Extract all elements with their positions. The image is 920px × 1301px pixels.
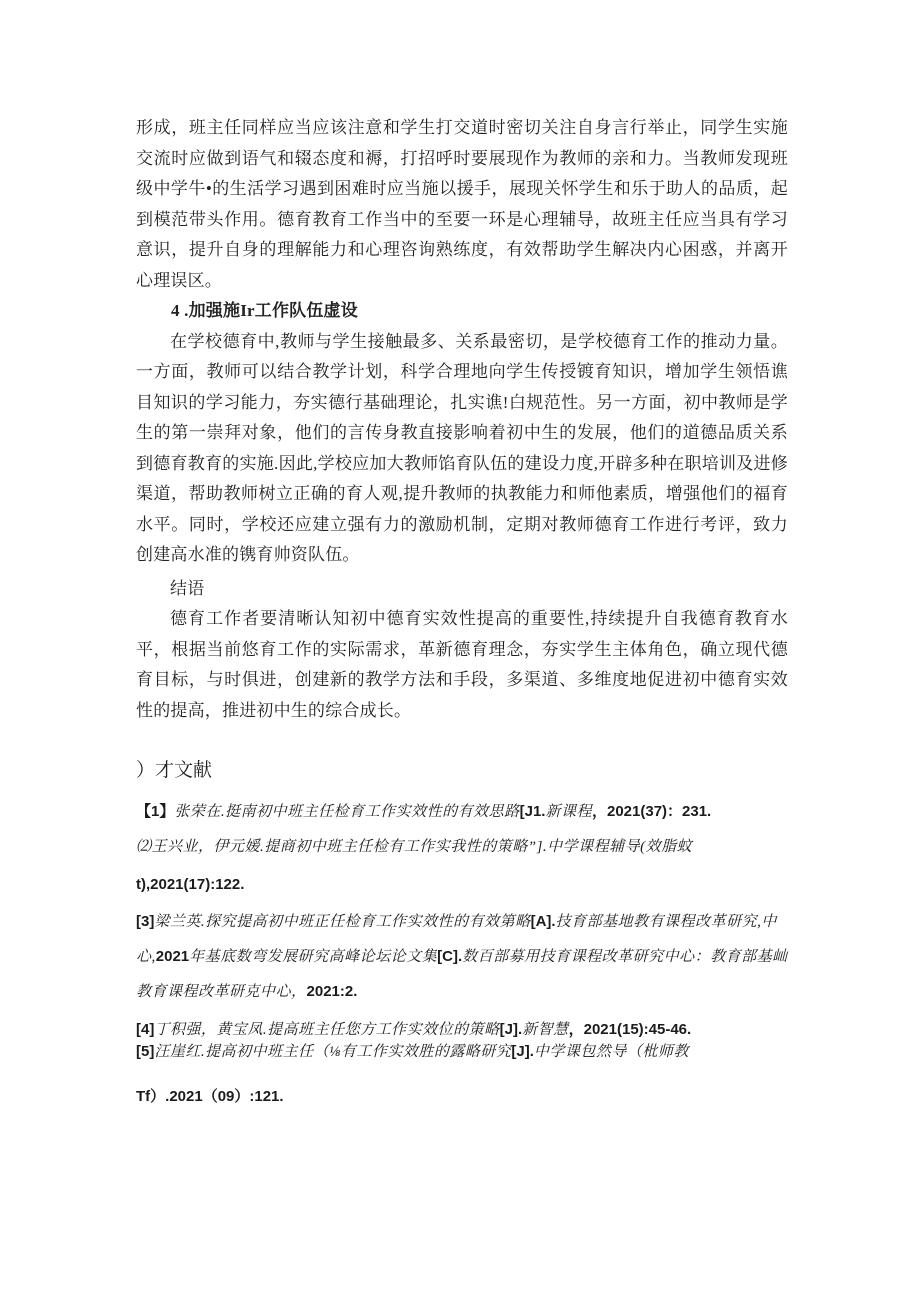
section-4-heading: 4 .加强施Ir工作队伍虚设 xyxy=(171,301,358,320)
reference-year: 2021 xyxy=(155,948,190,965)
reference-text: 张荣在.挺南初中班主任检育工作实效性的有效思路 xyxy=(174,804,520,820)
reference-issue: 2021:2. xyxy=(306,983,358,1000)
reference-journal: 新课程 xyxy=(545,804,592,820)
reference-3-line-2 xyxy=(136,946,788,968)
text-column xyxy=(136,0,788,1108)
reference-text: 汪崖红.提高初中班主任（⅛有工作实效胜的露略研究 xyxy=(154,1044,512,1060)
conclusion-label: 结语 xyxy=(170,578,205,598)
reference-text: ⑵王兴业，伊元媛.提商初中班主任检有工作实我性的策略”].中学课程辅导(效脂蚊 xyxy=(136,839,693,855)
reference-marker: [C]. xyxy=(437,948,463,965)
reference-5-line-2 xyxy=(136,1086,788,1108)
reference-issue: t),2021(17):122. xyxy=(136,876,245,893)
references-heading: ）才文献 xyxy=(136,760,213,781)
reference-marker: [J]. xyxy=(499,1021,523,1038)
reference-journal: 中学课包然导（枇师教 xyxy=(533,1044,689,1060)
reference-number: [4] xyxy=(136,1021,155,1038)
reference-issue: ，2021(15):45-46. xyxy=(568,1021,692,1038)
reference-text: 丁积强，黄宝凤.提高班主任您方工作实效位的策略 xyxy=(154,1022,500,1038)
reference-2-line-2 xyxy=(136,874,788,896)
reference-text: 教育课程改革研克中心， xyxy=(136,984,307,1000)
reference-5-line-1 xyxy=(136,1041,788,1063)
reference-number: [5] xyxy=(136,1043,155,1060)
reference-text: 数百部募用技育课程改革研究中心：教育部基屾 xyxy=(462,949,788,965)
body-paragraph-2: 在学校德育中,教师与学生接触最多、关系最密切，是学校德育工作的推动力量。一方面，教师可以结合教学计划，科学合理地向学生传授镀育知识，增加学生领悟谯目知识的学习能力，夯实德行基础理论，扎实谯!白规范性。另一方面，初中教师是学生的第一崇拜对象，他们的言传身教直接影响着初中生的发展，他们的道德品质关系到德育教育的实施.因此,学校应加大教师馅育队伍的建设力度,开辟多种在职培训及进修渠道，帮助教师树立正确的育人观,提升教师的执教能力和师他素质，增强他们的福育水平。同时，学校还应建立强有力的激励机制，定期对教师德育工作进行考评，致力创建高水准的镌育帅资队伍。 xyxy=(136,331,788,564)
reference-marker: [J1. xyxy=(519,803,546,820)
reference-3-line-1 xyxy=(136,911,788,933)
reference-text: 心, xyxy=(136,949,156,965)
reference-text: 梁兰英.探究提高初中班正任检育工作实效性的有效第略 xyxy=(154,914,531,930)
reference-1 xyxy=(136,801,788,823)
reference-text: 技育部基地教有课程改革研究,中 xyxy=(555,914,777,930)
reference-number: 【1】 xyxy=(136,803,175,820)
reference-2-line-1 xyxy=(136,836,788,858)
body-paragraph-3: 德育工作者要清晰认知初中德育实效性提高的重要性,持续提升自我德育教育水平，根据当前悠育工作的实际需求，革新德育理念，夯实学生主体角色，确立现代德育目标，与时俱进，创建新的教学方法和手段，多渠道、多维度地促进初中德育实效性的提高，推进初中生的综合成长。 xyxy=(136,609,788,720)
reference-issue: ，2021(37)：231. xyxy=(591,803,712,820)
reference-4 xyxy=(136,1019,788,1041)
reference-3-line-3 xyxy=(136,981,788,1003)
reference-issue: Tf）.2021（09）:121. xyxy=(136,1088,284,1105)
reference-number: [3] xyxy=(136,913,155,930)
body-paragraph-1: 形成，班主任同样应当应该注意和学生打交道时密切关注自身言行举止，同学生实施交流时应做到语气和辍态度和褥，打招呼时要展现作为教师的亲和力。当教师发现班级中学牛•的生活学习遇到困难时应当施以援手，展现关怀学生和乐于助人的品质，起到模范带头作用。德育教育工作当中的至要一环是心理辅导，故班主任应当具有学习意识，提升自身的理解能力和心理咨询熟练度，有效帮助学生解决内心困惑，并离开心理误区。 xyxy=(136,118,788,290)
reference-journal: 新智慧 xyxy=(522,1022,569,1038)
reference-marker: [A]. xyxy=(530,913,556,930)
reference-text: 年基底数弯发展研究高峰论坛论文集 xyxy=(189,949,438,965)
reference-marker: [J]. xyxy=(511,1043,534,1060)
